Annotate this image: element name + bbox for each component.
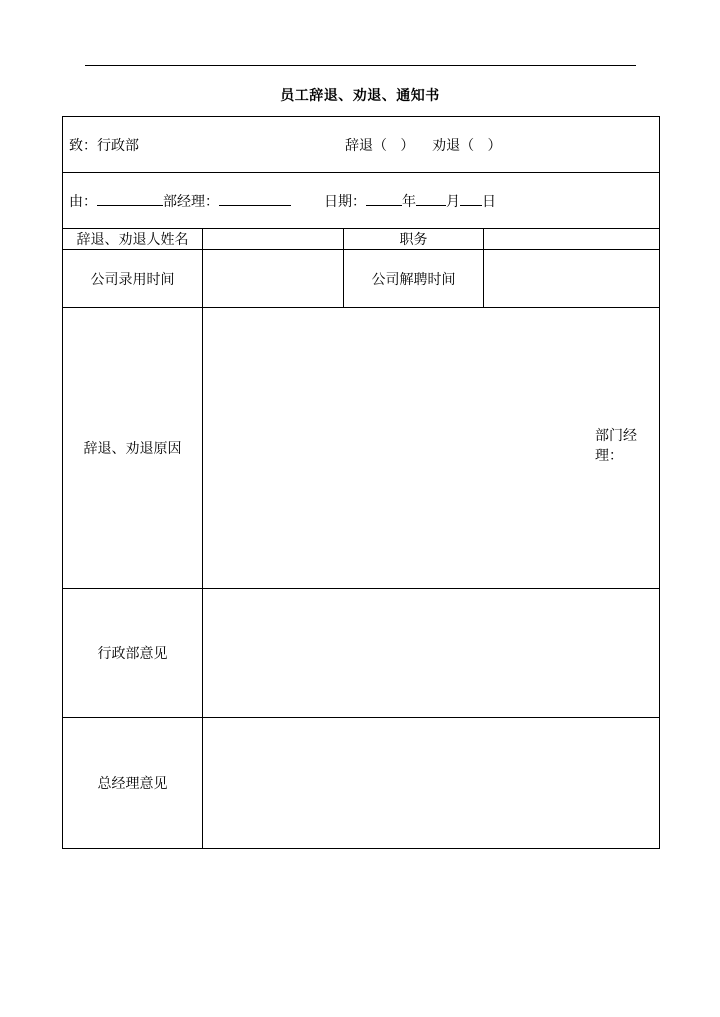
from-label: 由： [69,194,97,210]
reason-field[interactable] [203,308,660,589]
admin-opinion-row [63,589,660,718]
dismissal-date-field[interactable] [484,250,660,308]
sender-cell [63,173,660,229]
day-label: 日 [482,194,496,210]
from-dept-blank[interactable] [97,192,163,206]
reason-label: 辞退、劝退原因 [63,308,203,589]
gm-opinion-field[interactable] [203,718,660,849]
dept-manager-label: 部经理： [163,194,219,210]
gm-opinion-label: 总经理意见 [63,718,203,849]
persuade-checkbox[interactable]: 劝退（ ） [432,138,502,154]
month-blank[interactable] [416,192,446,206]
dates-row [63,250,660,308]
dismiss-checkbox[interactable]: 辞退（ ） [345,138,415,154]
dept-manager-signature-label: 部门经理： [595,428,637,464]
position-field[interactable] [484,229,660,250]
name-field[interactable] [203,229,344,250]
year-label: 年 [402,194,416,210]
name-label: 辞退、劝退人姓名 [63,229,203,250]
name-position-row [63,229,660,250]
date-line [324,191,496,211]
addressee-cell [63,117,660,173]
notice-form-table [62,116,660,849]
document-title: 员工辞退、劝退、通知书 [280,88,440,104]
dept-manager-blank[interactable] [219,192,291,206]
hire-date-field[interactable] [203,250,344,308]
header-rule [85,65,636,66]
day-blank[interactable] [460,192,482,206]
addressee-row [63,117,660,173]
sender-row [63,173,660,229]
from-line [69,191,291,211]
type-choice-group [345,135,502,155]
admin-opinion-field[interactable] [203,589,660,718]
position-label: 职务 [344,229,484,250]
admin-opinion-label: 行政部意见 [63,589,203,718]
to-label: 致：行政部 [69,138,139,154]
gm-opinion-row [63,718,660,849]
date-label: 日期： [324,194,366,210]
reason-row [63,308,660,589]
hire-date-label: 公司录用时间 [63,250,203,308]
dismissal-date-label: 公司解聘时间 [344,250,484,308]
month-label: 月 [446,194,460,210]
year-blank[interactable] [366,192,402,206]
